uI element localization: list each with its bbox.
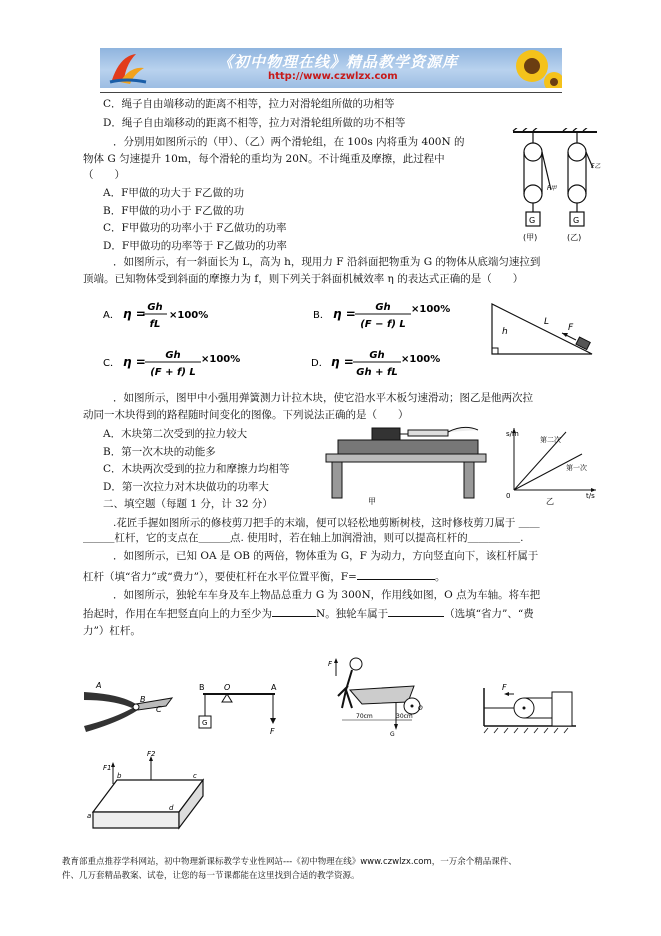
lever-label-b: B xyxy=(199,683,205,692)
graph-origin: 0 xyxy=(506,492,511,500)
formula-c-pct: ×100% xyxy=(201,354,241,365)
incline-label-l: L xyxy=(544,317,550,327)
q2-stem-2: 顶端。已知物体受到斜面的摩擦力为 f，则下列关于斜面机械效率 η 的表达式正确的是（ ） xyxy=(83,273,524,285)
block-label-f1: F1 xyxy=(103,764,112,772)
lever-label-a: A xyxy=(271,683,277,692)
formula-d-num: Gh xyxy=(369,350,385,361)
q3-option-b: B．第一次木块的动能多 xyxy=(103,446,216,458)
site-logo-icon xyxy=(106,50,148,86)
incline-label-f: F xyxy=(568,323,574,333)
pulley-g-right: G xyxy=(573,216,580,225)
header-rule xyxy=(100,92,562,93)
shears-label-c: C xyxy=(156,705,162,714)
formula-a-num: Gh xyxy=(147,302,163,313)
pulley-f-jia: F甲 xyxy=(547,185,557,192)
formula-c-den: (F + f) L xyxy=(150,367,196,378)
distance-time-graph xyxy=(500,424,600,506)
graph-y-label: s/m xyxy=(506,430,519,438)
cart-label-g: G xyxy=(390,731,395,738)
fill2-line-1: ．如图所示，已知 OA 是 OB 的两倍，物体重为 G，F 为动力，方向竖直向下，该杠杆属于 xyxy=(113,550,539,562)
q3-option-c: C．木块两次受到的拉力和摩擦力均相等 xyxy=(103,463,290,475)
footer-line-1: 教育部重点推荐学科网站，初中物理新课标教学专业性网站---《初中物理在线》www.czwlzx.com，一万余个精品课件、 xyxy=(62,857,517,867)
cart-label-o: O xyxy=(418,705,423,712)
fill3-line-3: 力”）杠杆。 xyxy=(83,625,141,637)
block-label-c: c xyxy=(193,772,197,780)
banner-title: 《初中物理在线》精品教学资源库 xyxy=(218,53,459,71)
q3-option-a: A．木块第二次受到的拉力较大 xyxy=(103,428,248,440)
pulley-figure xyxy=(505,128,605,246)
q3-stem-1: ．如图所示，图甲中小强用弹簧测力计拉木块，使它沿水平木板匀速滑动；图乙是他两次拉 xyxy=(113,392,533,404)
pulley-block-figure xyxy=(480,680,582,736)
cart-label-f: F xyxy=(328,660,333,668)
formula-a xyxy=(103,298,223,338)
shears-label-b: B xyxy=(140,695,146,704)
wheelbarrow-figure xyxy=(322,656,430,740)
fill3-text-b: N。独轮车属于 xyxy=(316,608,389,620)
eta-symbol: η = xyxy=(123,307,146,321)
graph-caption-yi: 乙 xyxy=(546,497,554,506)
formula-d xyxy=(311,346,461,386)
q3-stem-2: 动同一木块得到的路程随时间变化的图像。下列说法正确的是（ ） xyxy=(83,409,409,421)
formula-c xyxy=(103,346,253,386)
fill2-line-2-end: 。 xyxy=(434,571,446,583)
pulley-block-label-f: F xyxy=(502,683,507,692)
fill3-force-blank[interactable] xyxy=(272,606,316,617)
pulley-caption-jia: (甲) xyxy=(523,233,538,242)
formula-b-pct: ×100% xyxy=(411,304,451,315)
formula-c-num: Gh xyxy=(165,350,181,361)
fill3-type-blank[interactable] xyxy=(388,606,444,617)
q1-stem-3: （ ） xyxy=(83,169,125,181)
eta-symbol: η = xyxy=(331,355,354,369)
block-forces-figure xyxy=(85,748,210,840)
graph-label-first: 第一次 xyxy=(566,464,587,472)
fill1-line-1: .花匠手握如图所示的修枝剪刀把手的末端，便可以轻松地剪断树枝，这时修枝剪刀属于 ＿＿ xyxy=(113,517,540,529)
formula-b xyxy=(313,298,463,338)
block-label-a: a xyxy=(87,812,92,820)
q3-option-d: D．第一次拉力对木块做功的功率大 xyxy=(103,481,269,493)
formula-a-letter: A． xyxy=(103,310,120,321)
q1-stem-2: 物体 G 匀速提升 10m，每个滑轮的重均为 20N。不计绳重及摩擦，此过程中 xyxy=(83,153,445,165)
pulley-caption-yi: (乙) xyxy=(567,233,582,242)
pulley-f-yi: F乙 xyxy=(591,163,601,170)
formula-d-letter: D． xyxy=(311,358,329,369)
page-footer xyxy=(62,855,607,883)
fill2-answer-blank[interactable] xyxy=(357,569,435,580)
header-banner xyxy=(100,48,562,88)
formula-a-den: fL xyxy=(149,319,161,330)
lever-figure xyxy=(195,680,285,738)
q0-option-d: D．绳子自由端移动的距离不相等，拉力对滑轮组所做的功不相等 xyxy=(103,117,406,129)
q1-option-b: B．F甲做的功小于 F乙做的功 xyxy=(103,205,245,217)
eta-symbol: η = xyxy=(333,307,356,321)
fill2-line-2-text: 杠杆（填“省力”或“费力”），要使杠杆在水平位置平衡，F= xyxy=(83,571,357,583)
graph-line-first xyxy=(514,454,582,490)
shears-label-a: A xyxy=(96,681,102,690)
formula-b-letter: B． xyxy=(313,310,330,321)
formula-a-pct: ×100% xyxy=(169,310,209,321)
lever-label-g: G xyxy=(202,719,208,727)
cart-label-30cm: 30cm xyxy=(396,713,413,720)
spring-scale-figure xyxy=(318,424,488,506)
incline-label-h: h xyxy=(502,327,508,337)
block-label-d: d xyxy=(169,804,174,812)
figure-caption-jia: 甲 xyxy=(368,497,376,506)
section-two-title: 二、填空题（每题 1 分，计 32 分） xyxy=(103,498,273,510)
graph-label-second: 第二次 xyxy=(540,436,561,444)
sunflower-icon xyxy=(492,48,562,88)
pulley-g-left: G xyxy=(529,216,536,225)
fill3-line-2 xyxy=(83,606,534,621)
q1-option-a: A．F甲做的功大于 F乙做的功 xyxy=(103,187,244,199)
footer-line-2: 件、几万套精品教案、试卷，让您的每一节课都能在这里找到合适的教学资源。 xyxy=(62,871,360,881)
block-label-b: b xyxy=(117,772,122,780)
cart-label-70cm: 70cm xyxy=(356,713,373,720)
lever-label-o: O xyxy=(224,683,231,692)
q0-option-c: C．绳子自由端移动的距离不相等，拉力对滑轮组所做的功相等 xyxy=(103,98,395,110)
q1-stem-1: ．分别用如图所示的（甲）、（乙）两个滑轮组，在 100s 内将重为 400N 的 xyxy=(113,136,465,148)
formula-b-den: (F − f) L xyxy=(360,319,406,330)
fill3-text-c: （选填“省力”、“费 xyxy=(444,608,534,620)
fill3-text-a: 抬起时，作用在车把竖直向上的力至少为 xyxy=(83,608,272,620)
fill3-line-1: ．如图所示，独轮车车身及车上物品总重力 G 为 300N，作用线如图，O 点为车轴。将车把 xyxy=(113,589,541,601)
block-label-f2: F2 xyxy=(147,750,156,758)
q1-option-c: C．F甲做功的功率小于 F乙做功的功率 xyxy=(103,222,287,234)
formula-d-den: Gh + fL xyxy=(356,367,398,378)
graph-x-label: t/s xyxy=(586,492,595,500)
formula-c-letter: C． xyxy=(103,358,120,369)
q1-option-d: D．F甲做功的功率等于 F乙做功的功率 xyxy=(103,240,287,252)
formula-b-num: Gh xyxy=(375,302,391,313)
banner-url: http://www.czwlzx.com xyxy=(268,71,398,82)
q2-stem-1: ．如图所示，有一斜面长为 L，高为 h，现用力 F 沿斜面把物重为 G 的物体从底端匀速拉到 xyxy=(113,256,541,268)
pruning-shears-figure xyxy=(80,676,180,734)
fill1-line-2: ＿＿＿杠杆，它的支点在＿＿＿点. 使用时，若在轴上加润滑油，则可以提高杠杆的＿＿＿＿＿. xyxy=(83,532,524,544)
eta-symbol: η = xyxy=(123,355,146,369)
lever-label-f: F xyxy=(270,727,275,736)
incline-figure xyxy=(488,298,600,358)
formula-d-pct: ×100% xyxy=(401,354,441,365)
fill2-line-2 xyxy=(83,569,445,584)
